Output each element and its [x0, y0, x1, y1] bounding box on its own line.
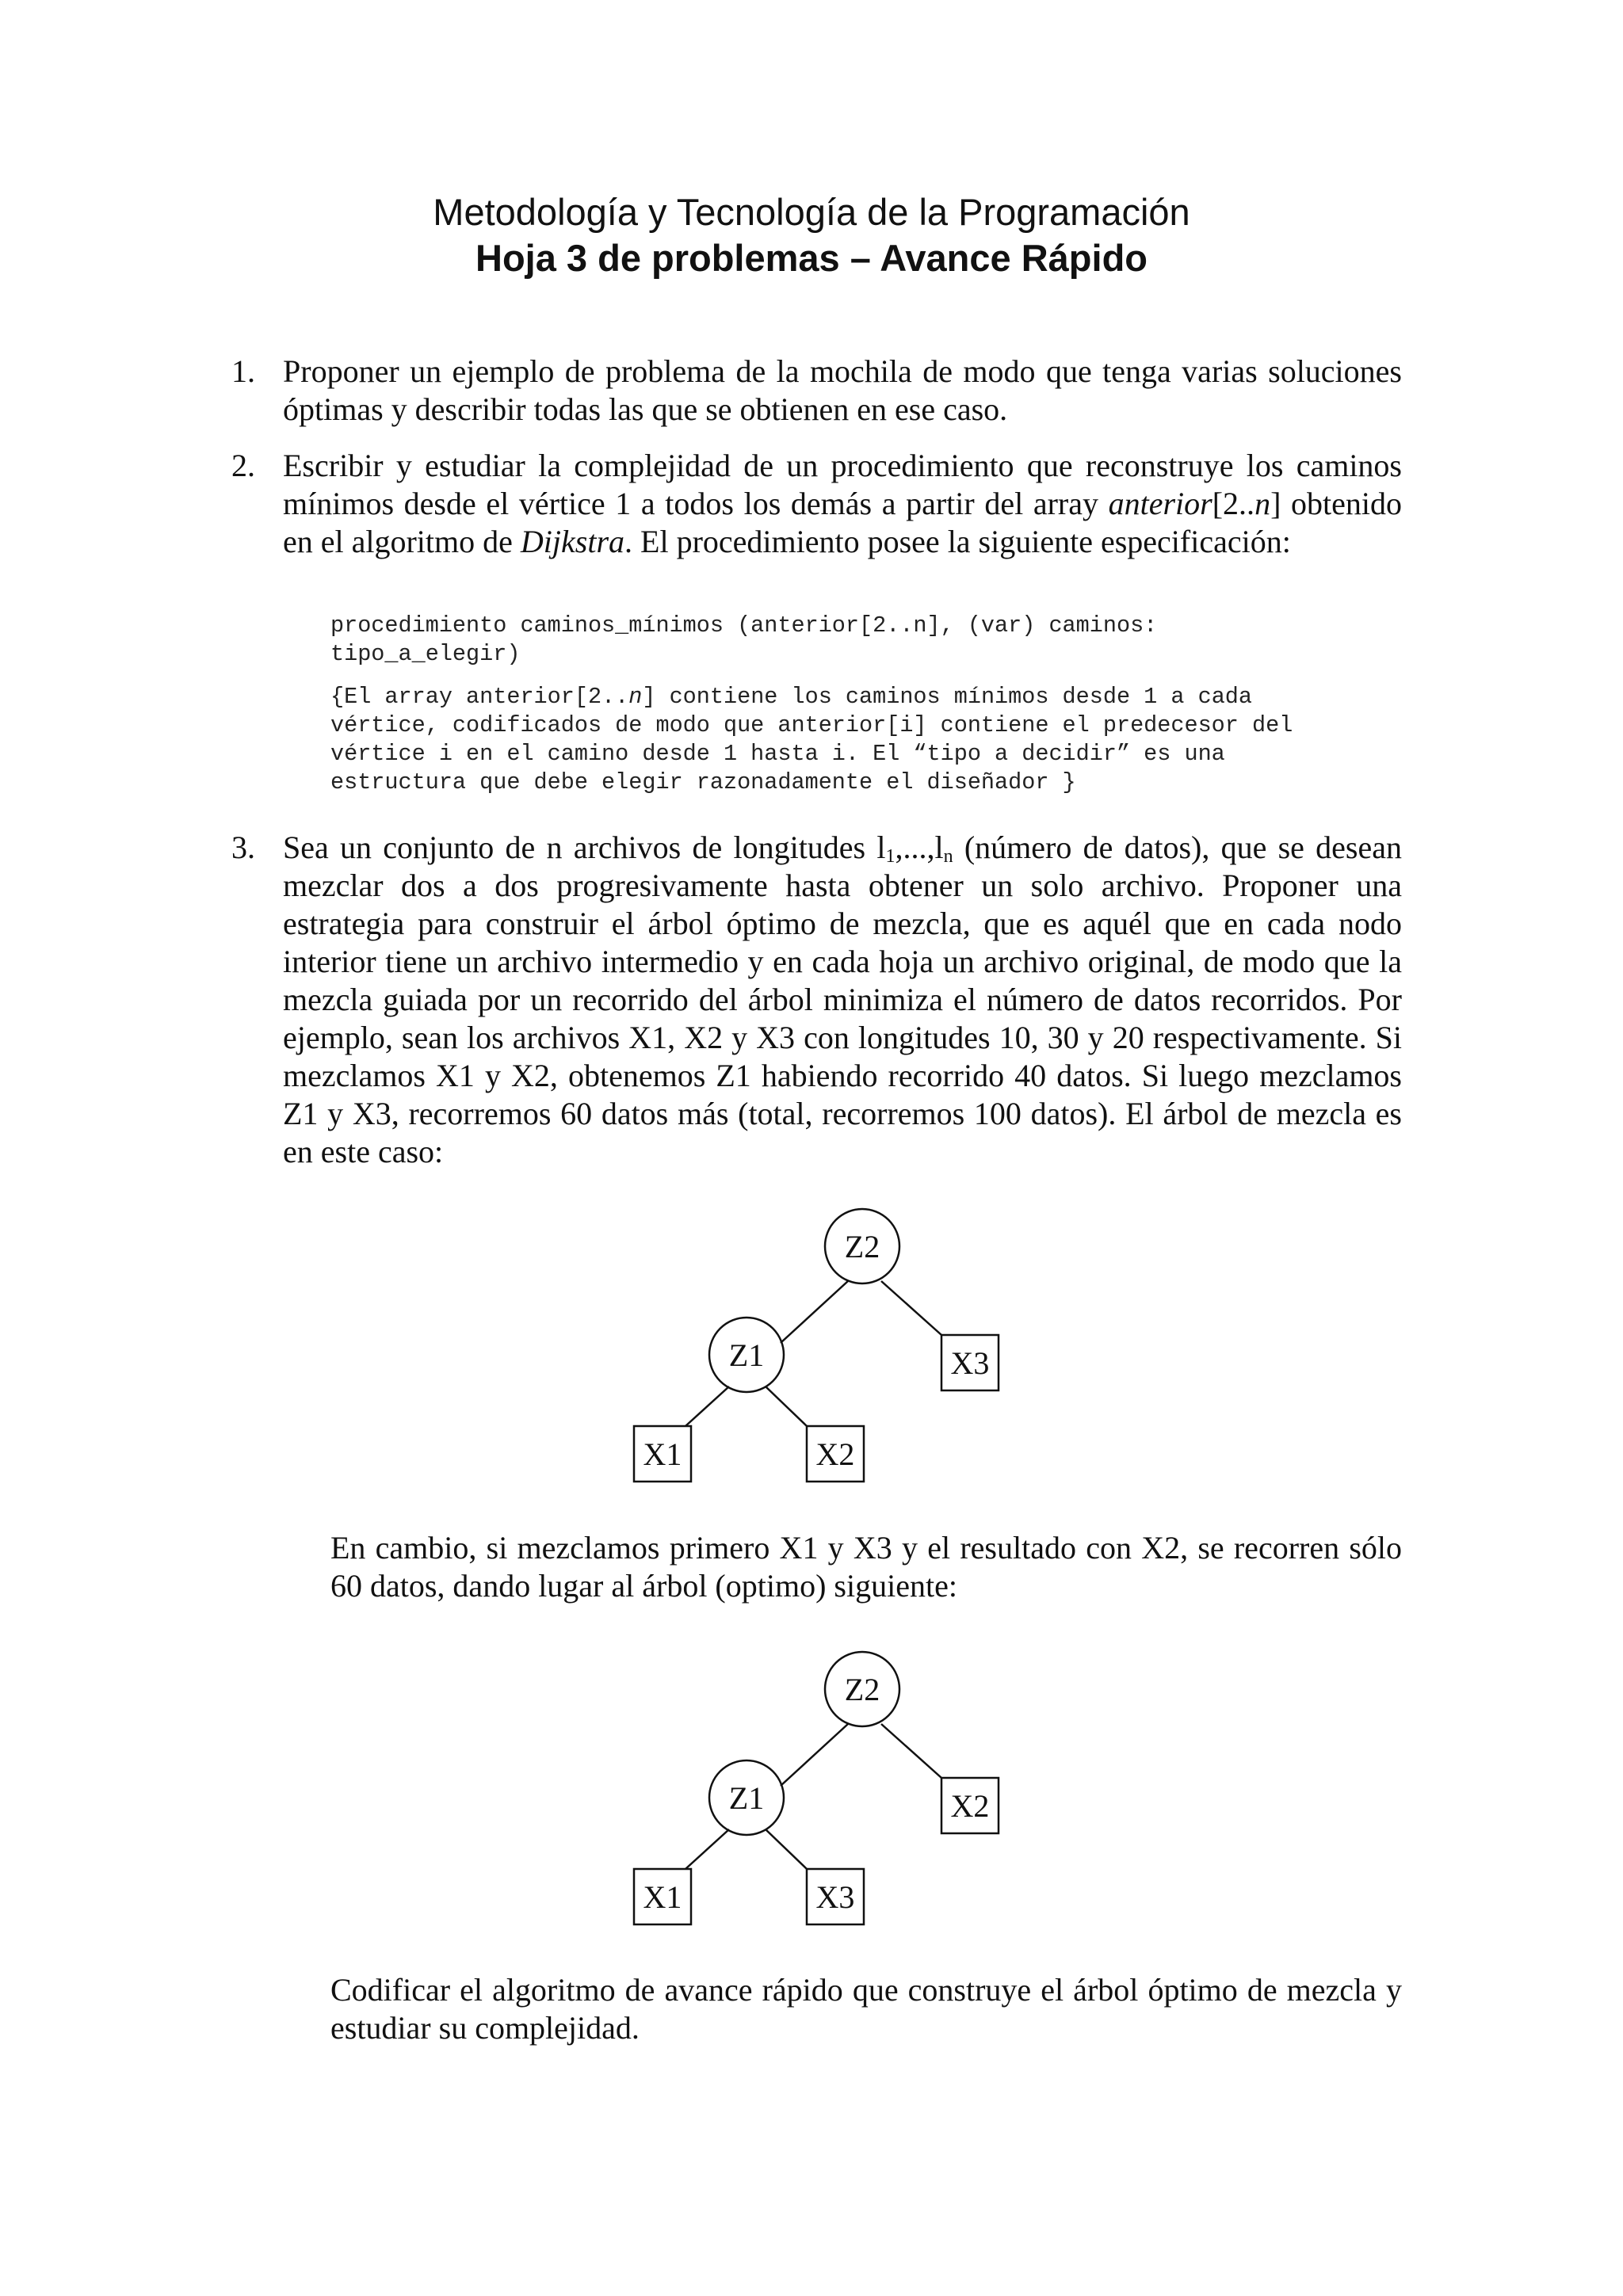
merge-tree-1	[0, 1184, 1623, 1517]
tree2-leaf-left-label: X1	[643, 1879, 682, 1915]
problem-3-final-text: Codificar el algoritmo de avance rápido que construye el árbol óptimo de mezcla y estudiar su complejidad.	[330, 1972, 1402, 2046]
problem-3-text-b: ,...,l	[895, 830, 944, 865]
tree2-leaf-right-label: X3	[815, 1879, 855, 1915]
problem-3-number: 3.	[231, 830, 255, 865]
tree1-edge-root-inner	[781, 1281, 848, 1343]
problem-2-array-name: anterior	[1108, 486, 1212, 521]
subscript-1: 1	[885, 846, 896, 867]
tree2-edge-root-leaf	[881, 1724, 941, 1778]
tree2-inner-label: Z1	[728, 1780, 765, 1816]
problem-2-number: 2.	[231, 448, 255, 483]
tree2-root-label: Z2	[844, 1672, 880, 1707]
document-title: Hoja 3 de problemas – Avance Rápido	[475, 237, 1148, 279]
tree2-edge-root-inner	[781, 1724, 848, 1786]
tree1-inner-label: Z1	[728, 1337, 765, 1373]
problem-3-text-c: (número de datos), que se desean mezclar dos a dos progresivamente hasta obtener un solo archivo. Proponer una estrategia para construir el árbol óptimo de mezcla, que es aquél que en cada nodo interior tiene un archivo intermedio y en cada hoja un archivo original, de modo que la mezcla guiada por un recorrido del árbol minimiza el número de datos recorridos. Por ejemplo, sean los archivos X1, X2 y X3 con longitudes 10, 30 y 20 respectivamente. Si mezclamos X1 y X2, obtenemos Z1 habiendo recorrido 40 datos. Si luego mezclamos Z1 y X3, recorremos 60 datos más (total, recorremos 100 datos). El árbol de mezcla es en este caso:	[283, 830, 1402, 1169]
problem-3-text	[283, 829, 1402, 1171]
problem-2-text-d: . El procedimiento posee la siguiente especificación:	[624, 524, 1291, 559]
spec-part-a: {El array anterior[2..	[330, 684, 629, 710]
tree2-edge-inner-right	[766, 1829, 807, 1869]
problem-1-number: 1.	[231, 353, 255, 389]
problem-2-text-a: Escribir y estudiar la complejidad de un procedimiento que reconstruye los caminos mínimos desde el vértice 1 a todos los demás a partir del array	[283, 448, 1402, 521]
procedure-signature: procedimiento caminos_mínimos (anterior[2..n], (var) caminos: tipo_a_elegir)	[330, 612, 1158, 667]
tree1-right-leaf-label: X3	[950, 1345, 990, 1381]
subscript-n: n	[943, 846, 953, 867]
spec-n: n	[628, 684, 643, 710]
tree2-edge-inner-left	[685, 1829, 729, 1869]
tree2-right-leaf-label: X2	[950, 1788, 990, 1824]
tree1-edge-inner-left	[685, 1386, 729, 1426]
merge-tree-2	[0, 1627, 1623, 1960]
problem-2-text-c: ] obtenido en el algoritmo de	[283, 486, 1402, 559]
problem-2-text	[283, 447, 1402, 561]
problem-3-middle-text: En cambio, si mezclamos primero X1 y X3 y el resultado con X2, se recorren sólo 60 datos, dando lugar al árbol (optimo) siguiente:	[330, 1530, 1402, 1604]
problem-1-text: Proponer un ejemplo de problema de la mochila de modo que tenga varias soluciones óptimas y describir todas las que se obtienen en ese caso.	[283, 353, 1402, 427]
procedure-specification	[330, 683, 1402, 797]
spec-part-b: ] contiene los caminos mínimos desde 1 a cada vértice, codificados de modo que anterior[i] contiene el predecesor del vértice i en el camino desde 1 hasta i. El “tipo a decidir” es una estructura que debe elegir razonadamente el diseñador }	[330, 684, 1293, 795]
tree1-leaf-left-label: X1	[643, 1436, 682, 1472]
problem-2-text-b: [2..	[1212, 486, 1255, 521]
problem-2-dijkstra: Dijkstra	[520, 524, 625, 559]
tree1-leaf-right-label: X2	[815, 1436, 855, 1472]
problem-3-text-a: Sea un conjunto de n archivos de longitudes l	[283, 830, 886, 865]
tree1-root-label: Z2	[844, 1229, 880, 1264]
tree1-edge-inner-right	[766, 1386, 807, 1426]
problem-2-n: n	[1254, 486, 1271, 521]
tree1-edge-root-leaf	[881, 1281, 941, 1335]
document-subject: Metodología y Tecnología de la Programación	[433, 191, 1190, 233]
